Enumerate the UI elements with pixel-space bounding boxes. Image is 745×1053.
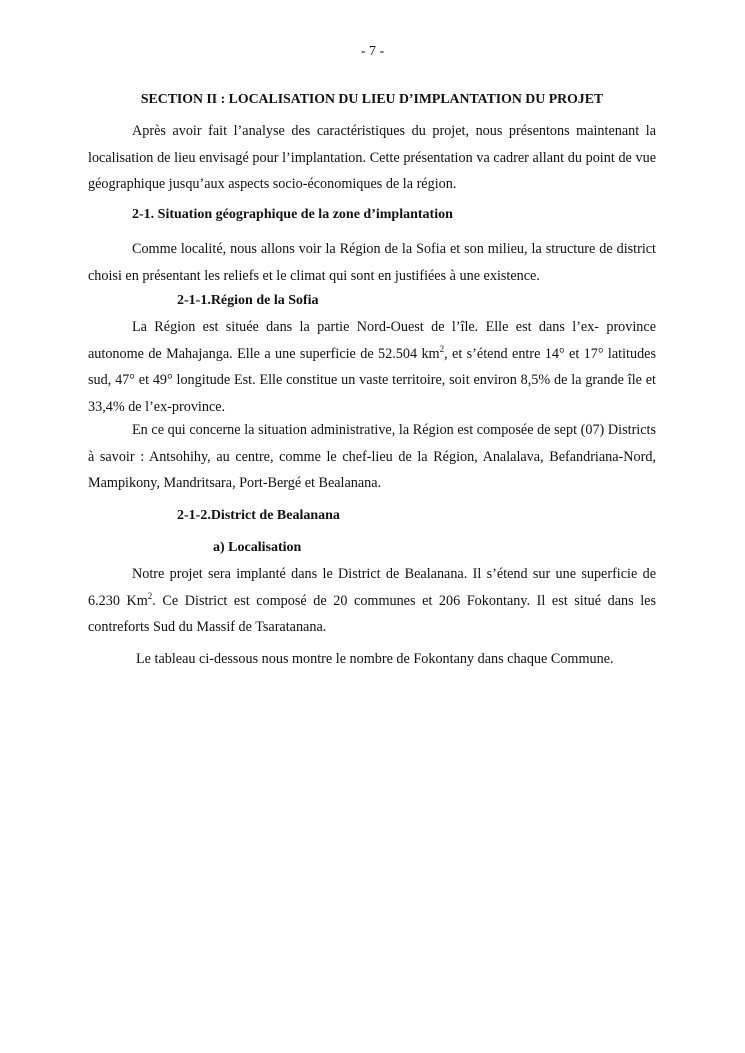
heading-region-sofia: 2-1-1.Région de la Sofia [177, 293, 319, 308]
paragraph-district-part2: . Ce District est composé de 20 communes et 206 Fokontany. Il est situé dans les contreforts Sud du Massif de Tsaratanana. [88, 592, 656, 635]
page-number: - 7 - [360, 44, 385, 59]
section-title: SECTION II : LOCALISATION DU LIEU D’IMPLANTATION DU PROJET [140, 91, 604, 106]
intro-paragraph: Après avoir fait l’analyse des caractéristiques du projet, nous présentons maintenant la localisation de lieu envisagé pour l’implantation. Cette présentation va cadrer allant du point de vue géographique jusqu’aux aspects socio-économiques de la région. [88, 123, 656, 192]
paragraph-region [88, 314, 656, 420]
heading-situation-geographique: 2-1. Situation géographique de la zone d’implantation [132, 207, 453, 222]
heading-district-bealanana: 2-1-2.District de Bealanana [177, 508, 340, 523]
paragraph-localite: Comme localité, nous allons voir la Région de la Sofia et son milieu, la structure de district choisi en présentant les reliefs et le climat qui sont en justifiées à une existence. [88, 241, 656, 284]
heading-localisation: a) Localisation [213, 540, 302, 555]
paragraph-region-part1: La Région est située dans la partie Nord-Ouest de l’île. Elle est dans l’ex- province autonome de Mahajanga. Elle a une superficie de 52.504 km [88, 319, 656, 362]
superscript-squared: 2 [439, 343, 445, 354]
paragraph-district [88, 561, 656, 641]
superscript-squared: 2 [147, 590, 153, 601]
paragraph-administrative: En ce qui concerne la situation administrative, la Région est composée de sept (07) Districts à savoir : Antsohihy, au centre, comme le chef-lieu de la Région, Analalava, Befandriana-Nord, Mampikony, Mandritsara, Port-Bergé et Bealanana. [88, 422, 656, 491]
paragraph-region-part2: , et s’étend entre 14° et 17° latitudes sud, 47° et 49° longitude Est. Elle constitue un vaste territoire, soit environ 8,5% de la grande île et 33,4% de l’ex-province. [88, 345, 656, 415]
paragraph-table-intro: Le tableau ci-dessous nous montre le nombre de Fokontany dans chaque Commune. [136, 651, 614, 667]
paragraph-district-part1: Notre projet sera implanté dans le District de Bealanana. Il s’étend sur une superficie de 6.230 Km [88, 566, 656, 609]
